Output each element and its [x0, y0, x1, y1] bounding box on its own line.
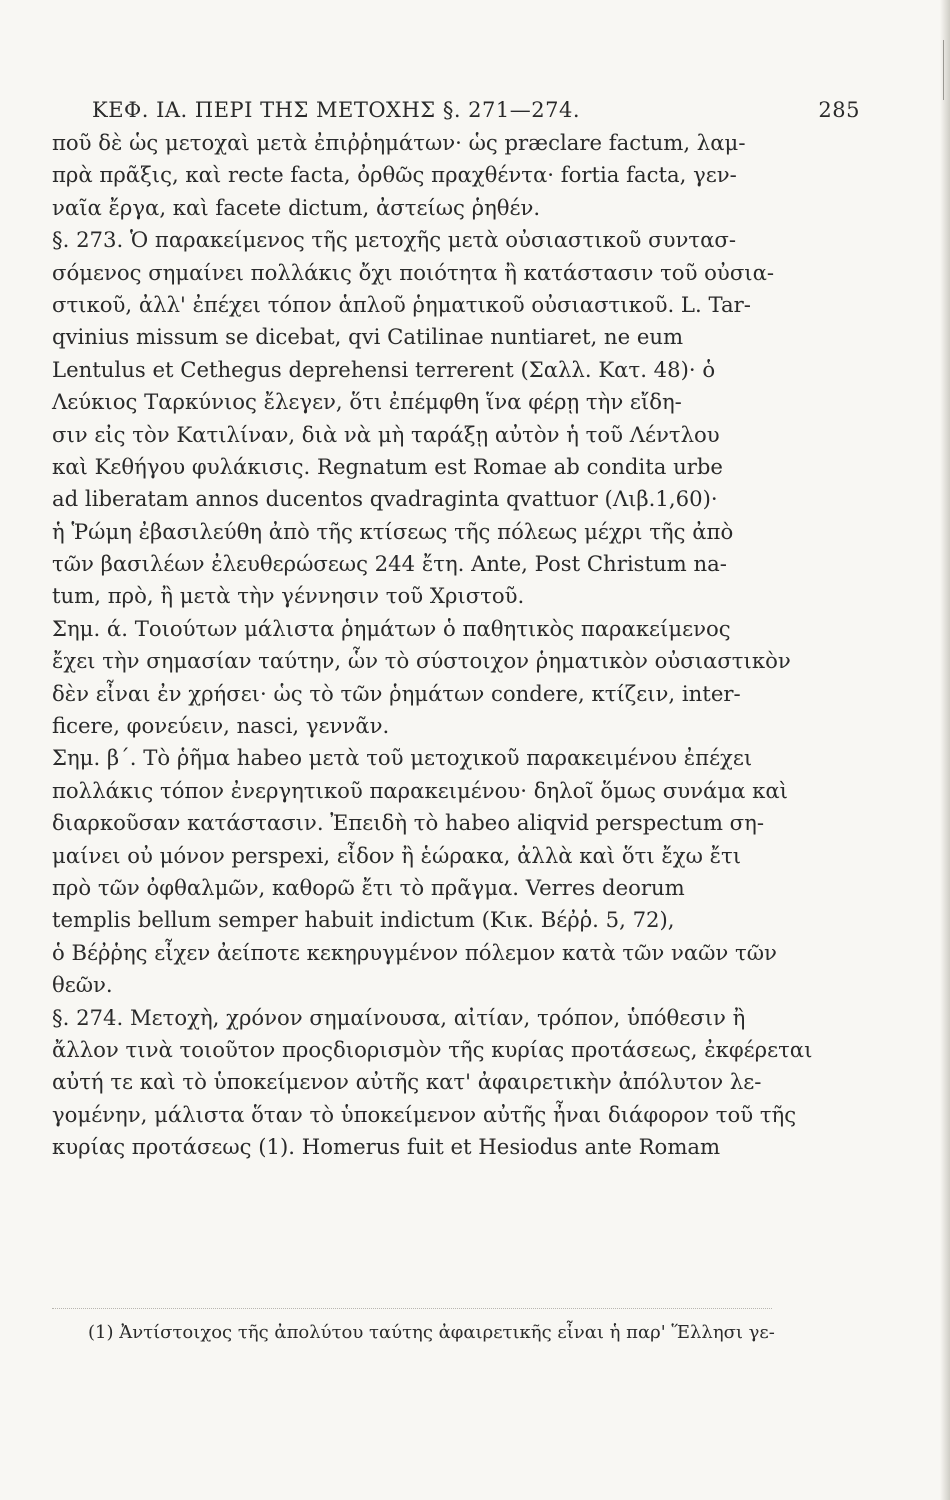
text-line: ficere, φονεύειν, nasci, γεννᾶν. [52, 713, 390, 739]
body-text [52, 127, 813, 1196]
text-line: πρὸ τῶν ὀφθαλμῶν, καθορῶ ἔτι τὸ πρᾶγμα. Verres deorum [52, 874, 685, 900]
text-line: Λεύκιος Ταρκύνιος ἔλεγεν, ὅτι ἐπέμφθη ἵνα φέρῃ τὴν εἴδη- [52, 389, 682, 415]
text-line: Σημ. ά. Τοιούτων μάλιστα ῥημάτων ὁ παθητικὸς παρακείμενος [52, 615, 731, 641]
text-line: ναῖα ἔργα, καὶ facete dictum, ἀστείως ῥηθέν. [52, 194, 541, 220]
text-line: γομένην, μάλιστα ὅταν τὸ ὑποκείμενον αὐτῆς ἦναι διάφορον τοῦ τῆς [52, 1101, 797, 1127]
text-line: διαρκοῦσαν κατάστασιν. Ἐπειδὴ τὸ habeo aliqvid perspectum ση- [52, 810, 764, 836]
text-line: §. 273. Ὁ παρακείμενος τῆς μετοχῆς μετὰ οὐσιαστικοῦ συντασ- [52, 227, 737, 253]
text-line: σιν εἰς τὸν Κατιλίναν, διὰ νὰ μὴ ταράξῃ αὐτὸν ἡ τοῦ Λέντλου [52, 421, 720, 447]
text-line: αὐτή τε καὶ τὸ ὑποκείμενον αὐτῆς κατ' ἀφαιρετικὴν ἀπόλυτον λε- [52, 1069, 762, 1095]
text-line: templis bellum semper habuit indictum (Κικ. Βέῤῥ. 5, 72), [52, 907, 675, 933]
text-line: ad liberatam annos ducentos qvadraginta qvattuor (Λιβ.1,60)· [52, 486, 718, 512]
text-line: ὁ Βέῤῥης εἶχεν ἀείποτε κεκηρυγμένον πόλεμον κατὰ τῶν ναῶν τῶν [52, 939, 777, 965]
text-line: ἔχει τὴν σημασίαν ταύτην, ὧν τὸ σύστοιχον ῥηματικὸν οὐσιαστικὸν [52, 648, 791, 674]
text-line: Σημ. β΄. Τὸ ῥῆμα habeo μετὰ τοῦ μετοχικοῦ παρακειμένου ἐπέχει [52, 745, 753, 771]
page-edge-mark [943, 40, 944, 100]
text-line: πολλάκις τόπον ἐνεργητικοῦ παρακειμένου· δηλοῖ ὅμως συνάμα καὶ [52, 777, 788, 803]
text-line: ἡ Ῥώμη ἐβασιλεύθη ἀπὸ τῆς κτίσεως τῆς πόλεως μέχρι τῆς ἀπὸ [52, 518, 734, 544]
running-header [92, 98, 860, 128]
page-edge-shadow [940, 0, 950, 1500]
text-line: πρὰ πρᾶξις, καὶ recte facta, ὀρθῶς πραχθέντα· fortia facta, γεν- [52, 162, 737, 188]
footnote-divider [52, 1308, 772, 1309]
text-line: tum, πρὸ, ἢ μετὰ τὴν γέννησιν τοῦ Χριστοῦ. [52, 583, 525, 609]
text-line: ἄλλον τινὰ τοιοῦτον προςδιορισμὸν τῆς κυρίας προτάσεως, ἐκφέρεται [52, 1036, 813, 1062]
text-line: καὶ Κεθήγου φυλάκισις. Regnatum est Romae ab condita urbe [52, 453, 723, 479]
text-line: qvinius missum se dicebat, qvi Catilinae nuntiaret, ne eum [52, 324, 684, 350]
text-line: ποῦ δὲ ὡς μετοχαὶ μετὰ ἐπιῤῥημάτων· ὡς præclare factum, λαμ- [52, 130, 746, 155]
text-line: Lentulus et Cethegus deprehensi terrerent (Σαλλ. Κατ. 48)· ὁ [52, 356, 716, 382]
text-line: §. 274. Μετοχὴ, χρόνον σημαίνουσα, αἰτίαν, τρόπον, ὑπόθεσιν ἢ [52, 1004, 746, 1030]
text-line: θεῶν. [52, 972, 113, 998]
running-header-title: ΚΕΦ. ΙΑ. ΠΕΡΙ ΤΗΣ ΜΕΤΟΧΗΣ §. 271—274. [92, 98, 581, 122]
text-line: στικοῦ, ἀλλ' ἐπέχει τόπον ἁπλοῦ ῥηματικοῦ οὐσιαστικοῦ. L. Tar- [52, 291, 751, 317]
text-line: κυρίας προτάσεως (1). Homerus fuit et Hesiodus ante Romam [52, 1134, 721, 1160]
text-line: τῶν βασιλέων ἐλευθερώσεως 244 ἔτη. Ante, Post Christum na- [52, 551, 727, 577]
text-line [52, 1164, 792, 1196]
text-line: σόμενος σημαίνει πολλάκις ὄχι ποιότητα ἢ κατάστασιν τοῦ οὐσια- [52, 259, 775, 285]
text-line: δὲν εἶναι ἐν χρήσει· ὡς τὸ τῶν ῥημάτων condere, κτίζειν, inter- [52, 680, 741, 706]
footnote: (1) Ἀντίστοιχος τῆς ἀπολύτου ταύτης ἀφαιρετικῆς εἶναι ἡ παρ' Ἕλλησι γε- [88, 1322, 775, 1343]
text-line: μαίνει οὐ μόνον perspexi, εἶδον ἢ ἑώρακα, ἀλλὰ καὶ ὅτι ἔχω ἔτι [52, 842, 742, 868]
page-number: 285 [818, 98, 860, 122]
